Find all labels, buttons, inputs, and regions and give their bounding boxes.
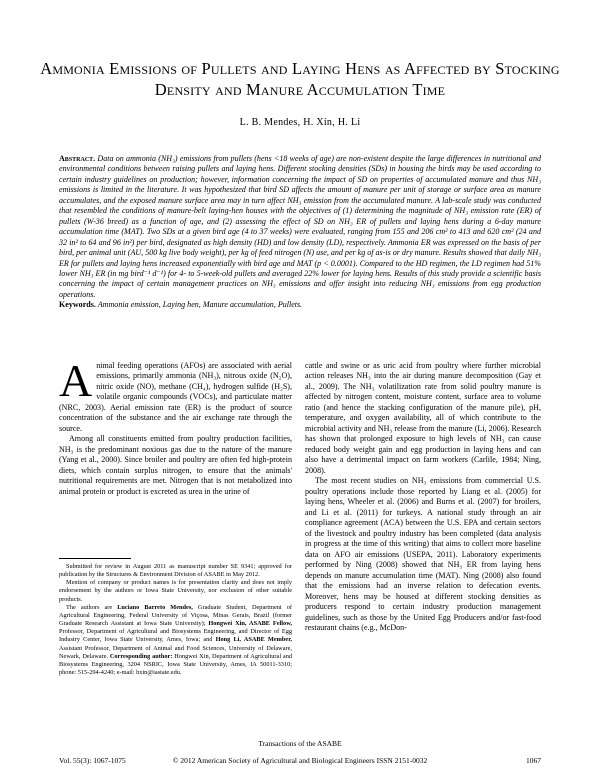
footnote-authors (59, 604, 292, 677)
author-3-affiliation: Assistant Professor, Department of Animal and Food Sciences, University of Delaware, Newark, Delaware. (59, 644, 292, 660)
corresponding-author-contact: Hongwei Xin, Department of Agricultural and Biosystems Engineering, 3204 NSRIC, Iowa State University, Ames, IA 50011-3310; phone: 515-294-4240; e-mail: hxin@iastate.edu. (59, 652, 292, 677)
right-paragraph-1: cattle and swine or as uric acid from poultry where further microbial action releases NH₃ into the air during manure decomposition (Gay et al., 2009). The NH₃ volatilization rate from solid poultry manure is affected by nitrogen content, moisture content, surface area to volume ratio (and hence the stacking configuration of the manure pile), pH, temperature, and oxygen availability, all of which contribute to the microbial activity and NH₃ release from the manure (Li, 2006). Research has shown that prolonged exposure to high levels of NH₃ can cause reduced body weight gain and egg production in laying hens and can also have a detrimental impact on farm workers (Carlile, 1984; Ning, 2008). (305, 361, 541, 475)
keywords-label: Keywords. (59, 300, 96, 310)
copyright-notice: © 2012 American Society of Agricultural and Biological Engineers ISSN 2151-0032 (172, 756, 428, 765)
keywords-text: Ammonia emission, Laying hen, Manure accumulation, Pullets. (97, 300, 303, 310)
intro-paragraph-2: Among all constituents emitted from poultry production facilities, NH₃ is the predominant noxious gas due to the nature of the manure (Yang et al., 2000). Since broiler and poultry are often fed high-protein diets, which contain surplus nitrogen, to ensure that the animals' nutritional requirements are met. Nitrogen that is not metabolized into animal protein or product is excreted as urea in the urine of (59, 434, 292, 496)
intro-paragraph-1-text: nimal feeding operations (AFOs) are associated with aerial emissions, primarily ammonia (NH₃), nitrous oxide (N₂O), nitric oxide (NO), methane (CH₄), hydrogen sulfide (H₂S), volatile organic compounds (VOCs), and particulate matter (NRC, 2003). Aerial emission rate (ER) is the product of source concentration of the substance and the air exchange rate through the source. (59, 361, 292, 433)
right-paragraph-2: The most recent studies on NH₃ emissions from commercial U.S. poultry operations include those reported by Liang et al. (2005) for laying hens, Wheeler et al. (2006) and Burns et al. (2007) for broilers, and Li et al. (2011) for turkeys. A national study through an air compliance agreement (ACA) between the U.S. EPA and certain sectors of the livestock and poultry industry has been completed (data analysis in progress at the time of this writing) that aims to collect more baseline data on AFO air emissions (USEPA, 2011). Laboratory experiments performed by Ning (2008) showed that NH₃ ER from laying hens depends on manure accumulation time (MAT). Ning (2008) also found that the emissions had an inverse relation to defecation events. Moreover, hens may be housed at different stocking densities as producers respond to certain industry production management guidelines, such as those by the United Egg Producers and/or fast-food restaurant chains (e.g., McDon- (305, 476, 541, 633)
drop-cap: A (59, 355, 93, 406)
abstract-text: Data on ammonia (NH₃) emissions from pullets (hens <18 weeks of age) are non-existent despite the large differences in nutritional and environmental conditions between raising pullets and laying hens. Different stocking densities (SDs) in housing the birds may be used according to certain industry guidelines on production; however, information concerning the impact of SD on properties of accumulated manure and thus NH₃ emissions is limited in the literature. It was hypothesized that bird SD affects the amount of manure per unit of storage or surface area as manure accumulates, and the exposed manure surface area may in turn affect NH₃ emission from the accumulated manure. A lab-scale study was conducted that resembled the conditions of manure-belt laying-hen houses with the objectives of (1) determining the magnitude of NH₃ emission rate (ER) of pullets (W-36 breed) as a function of age, and (2) assessing the effect of SD on NH₃ ER of pullets and laying hens during a 6-day manure accumulation time (MAT). Two SDs at a given bird age (4 to 37 weeks) were evaluated, ranging from 155 and 206 cm² to 413 and 620 cm² (24 and 32 in² to 64 and 96 in²) per bird, designated as high density (HD) and low density (LD), respectively. Ammonia ER was expressed on the basis of per bird, per animal unit (AU, 500 kg live body weight), per kg of feed nitrogen (N) use, and per kg of as-is or dry manure. Results showed that daily NH₃ ER for pullets and laying hens increased exponentially with bird age and MAT (p < 0.0001). Compared to the HD regimen, the LD regimen had 51% lower NH₃ ER (in mg bird⁻¹ d⁻¹) for 4- to 5-week-old pullets and averaged 22% lower for laying hens. Results of this study provide a scientific basis concerning the impact of certain management practices on NH₃ emissions and offer insight into reducing NH₃ emissions from egg production operations. (59, 154, 541, 299)
footnote-disclaimer: Mention of company or product names is for presentation clarity and does not imply endorsement by the authors or Iowa State University, nor exclusion of other suitable products. (59, 579, 292, 603)
author-2-name: Hongwei Xin, ASABE Fellow, (208, 620, 292, 628)
volume-pages: Vol. 55(3): 1067-1075 (59, 756, 126, 765)
intro-paragraph-1 (59, 355, 292, 434)
left-column (59, 355, 292, 497)
footnote-authors-text: The authors are (66, 603, 118, 611)
right-column (305, 361, 541, 634)
corresponding-author-label: Corresponding author: (109, 652, 173, 660)
abstract-label: Abstract. (59, 154, 96, 163)
author-list: L. B. Mendes, H. Xin, H. Li (239, 117, 361, 128)
paper-title: Ammonia Emissions of Pullets and Laying Hens as Affected by Stocking Density and Manure Accumulation Time (40, 59, 560, 99)
author-1-name: Luciano Barreto Mendes, (117, 603, 193, 611)
abstract (59, 154, 541, 311)
author-2-affiliation: Professor, Department of Agricultural and Biosystems Engineering, and Director of Egg Industry Center, Iowa State University, Ames, Iowa; and (59, 628, 292, 644)
journal-name: Transactions of the ASABE (258, 739, 342, 748)
footnote (59, 563, 292, 677)
page-number: 1067 (526, 756, 541, 765)
footnote-submission: Submitted for review in August 2011 as manuscript number SE 9341; approved for publication by the Structures & Environment Division of ASABE in May 2012. (59, 563, 292, 579)
author-1-affiliation: Graduate Student, Department of Agricultural Engineering, Federal University of Viçosa, Minas Gerais, Brazil (former Graduate Research Assistant at Iowa State University); (59, 603, 293, 628)
author-3-name: Hong Li, ASABE Member, (215, 636, 292, 644)
footnote-divider (59, 558, 131, 559)
